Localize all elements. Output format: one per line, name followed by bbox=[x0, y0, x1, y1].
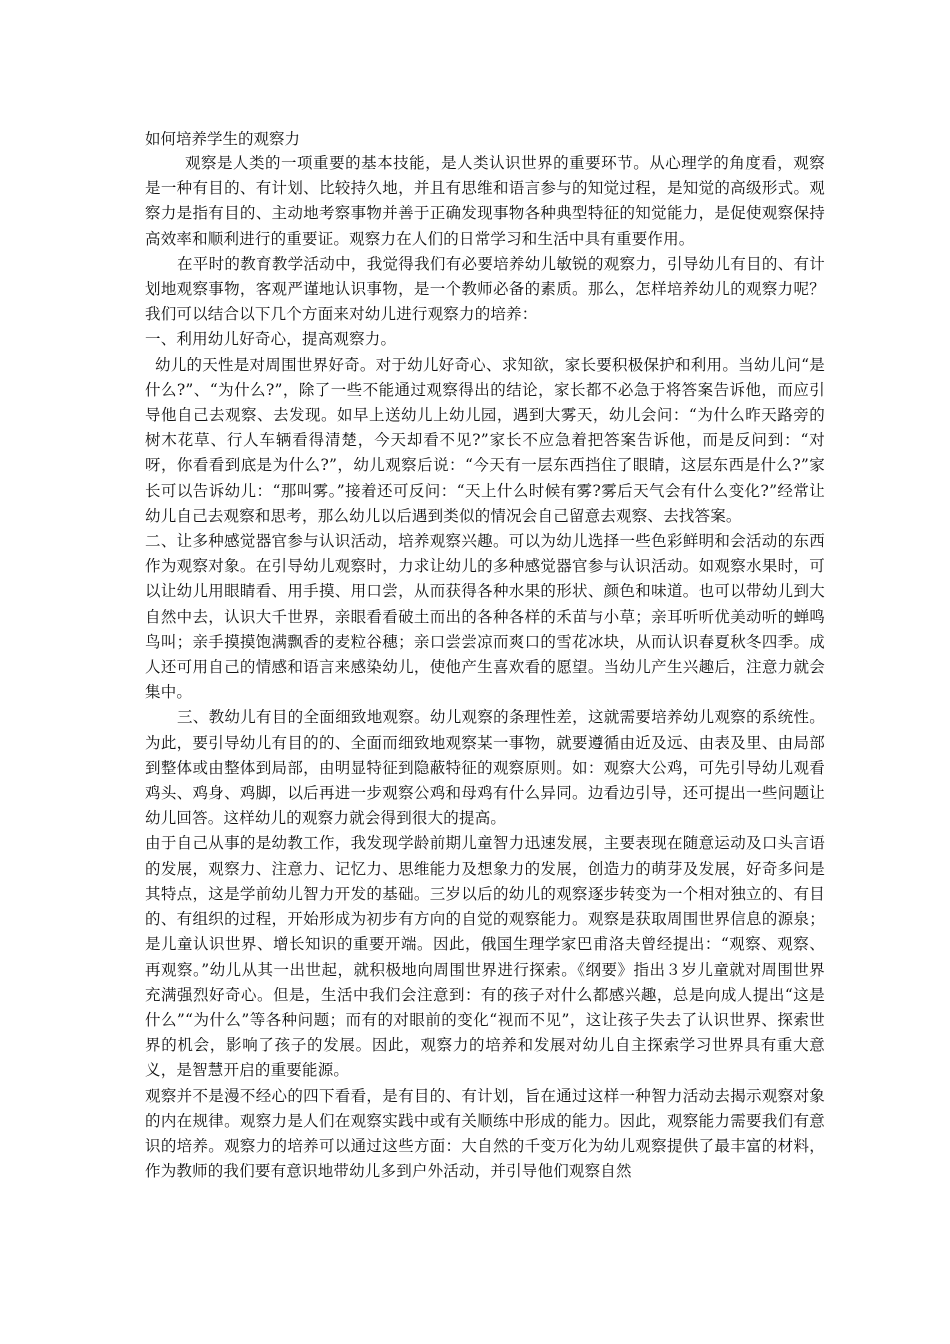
paragraph-teaching: 在平时的教育教学活动中，我觉得我们有必要培养幼儿敏锐的观察力，引导幼儿有目的、有计划地观察事物，客观严谨地认识事物，是一个教师必备的素质。那么，怎样培养幼儿的观察力呢？我们可以结合以下几个方面来对幼儿进行观察力的培养： bbox=[145, 254, 825, 324]
document-page bbox=[145, 127, 825, 1184]
paragraph-intro: 观察是人类的一项重要的基本技能，是人类认识世界的重要环节。从心理学的角度看，观察是一种有目的、有计划、比较持久地，并且有思维和语言参与的知觉过程，是知觉的高级形式。观察力是指有目的、主动地考察事物并善于正确发现事物各种典型特征的知觉能力，是促使观察保持高效率和顺利进行的重要证。观察力在人们的日常学习和生活中具有重要作用。 bbox=[145, 154, 825, 248]
section-heading-one: 一、利用幼儿好奇心，提高观察力。 bbox=[145, 330, 397, 349]
document-title: 如何培养学生的观察力 bbox=[145, 130, 301, 148]
paragraph-purposeful: 三、教幼儿有目的全面细致地观察。幼儿观察的条理性差，这就需要培养幼儿观察的系统性。为此，要引导幼儿有目的的、全面而细致地观察某一事物，就要遵循由近及远、由表及里、由局部到整体或由整体到局部，由明显特征到隐蔽特征的观察原则。如：观察大公鸡，可先引导幼儿观看鸡头、鸡身、鸡脚，以后再进一步观察公鸡和母鸡有什么异同。边看边引导，还可提出一些问题让幼儿回答。这样幼儿的观察力就会得到很大的提高。 bbox=[145, 708, 825, 828]
paragraph-development: 由于自己从事的是幼教工作，我发现学龄前期儿童智力迅速发展，主要表现在随意运动及口头言语的发展，观察力、注意力、记忆力、思维能力及想象力的发展，创造力的萌芽及发展，好奇多问是其特点，这是学前幼儿智力开发的基础。三岁以后的幼儿的观察逐步转变为一个相对独立的、有目的、有组织的过程，开始形成为初步有方向的自觉的观察能力。观察是获取周围世界信息的源泉；是儿童认识世界、增长知识的重要开端。因此，俄国生理学家巴甫洛夫曾经提出：“观察、观察、再观察。”幼儿从其一出世起，就积极地向周围世界进行探索。《纲要》指出３岁儿童就对周围世界充满强烈好奇心。但是，生活中我们会注意到：有的孩子对什么都感兴趣，总是向成人提出“这是什么”“为什么”等各种问题；而有的对眼前的变化“视而不见”，这让孩子失去了认识世界、探索世界的机会，影响了孩子的发展。因此，观察力的培养和发展对幼儿自主探索学习世界具有重大意义，是智慧开启的重要能源。 bbox=[145, 834, 825, 1080]
paragraph-senses: 二、让多种感觉器官参与认识活动，培养观察兴趣。可以为幼儿选择一些色彩鲜明和会活动的东西作为观察对象。在引导幼儿观察时，力求让幼儿的多种感觉器官参与认识活动。如观察水果时，可以让幼儿用眼睛看、用手摸、用口尝，从而获得各种水果的形状、颜色和味道。也可以带幼儿到大自然中去，认识大千世界，亲眼看看破土而出的各种各样的禾苗与小草；亲耳听听优美动听的蝉鸣鸟叫；亲手摸摸饱满飘香的麦粒谷穗；亲口尝尝凉而爽口的雪花冰块，从而认识春夏秋冬四季。成人还可用自己的情感和语言来感染幼儿，使他产生喜欢看的愿望。当幼儿产生兴趣后，注意力就会集中。 bbox=[145, 532, 825, 702]
paragraph-curiosity: 幼儿的天性是对周围世界好奇。对于幼儿好奇心、求知欲，家长要积极保护和利用。当幼儿问“是什么?”、“为什么?”，除了一些不能通过观察得出的结论，家长都不必急于将答案告诉他，而应引导他自己去观察、去发现。如早上送幼儿上幼儿园，遇到大雾天，幼儿会问：“为什么昨天路旁的树木花草、行人车辆看得清楚，今天却看不见?”家长不应急着把答案告诉他，而是反问到：“对呀，你看看到底是为什么?”，幼儿观察后说：“今天有一层东西挡住了眼睛，这层东西是什么?”家长可以告诉幼儿：“那叫雾。”接着还可反问：“天上什么时候有雾?雾后天气会有什么变化?”经常让幼儿自己去观察和思考，那么幼儿以后遇到类似的情况会自己留意去观察、去找答案。 bbox=[145, 355, 825, 525]
paragraph-observation: 观察并不是漫不经心的四下看看，是有目的、有计划，旨在通过这样一种智力活动去揭示观察对象的内在规律。观察力是人们在观察实践中或有关顺练中形成的能力。因此，观察能力需要我们有意识的培养。观察力的培养可以通过这些方面：大自然的千变万化为幼儿观察提供了最丰富的材料，作为教师的我们要有意识地带幼儿多到户外活动，并引导他们观察自然 bbox=[145, 1086, 825, 1181]
